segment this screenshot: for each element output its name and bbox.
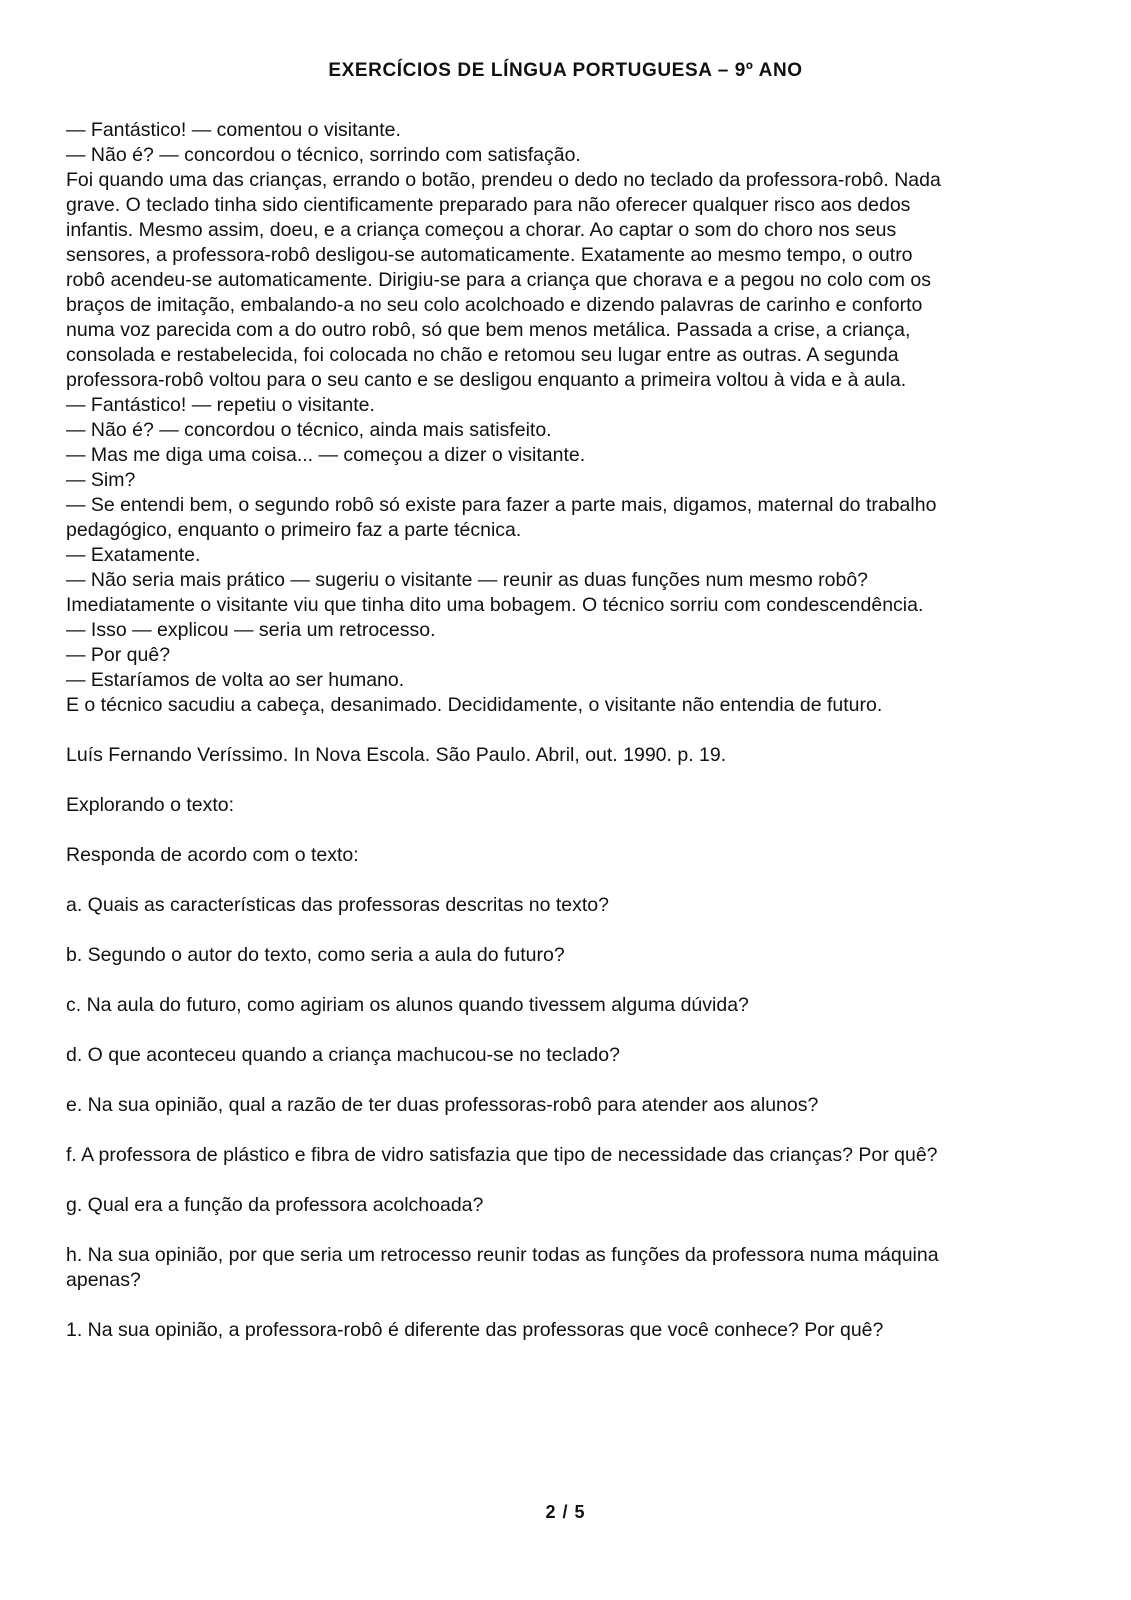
instruction: Responda de acordo com o texto: [66, 844, 359, 866]
spacer [66, 818, 1066, 843]
question-1: 1. Na sua opinião, a professora-robô é diferente das professoras que você conhece? Por quê? [66, 1319, 884, 1341]
story-line: — Fantástico! — repetiu o visitante. [66, 394, 375, 416]
story-line: E o técnico sacudiu a cabeça, desanimado. Decididamente, o visitante não entendia de futuro. [66, 694, 883, 716]
question-h: h. Na sua opinião, por que seria um retrocesso reunir todas as funções da professora numa máquina [66, 1244, 939, 1266]
spacer [66, 868, 1066, 893]
story-line: sensores, a professora-robô desligou-se automaticamente. Exatamente ao mesmo tempo, o outro [66, 244, 913, 266]
story-line: professora-robô voltou para o seu canto e se desligou enquanto a primeira voltou à vida e à aula. [66, 369, 907, 391]
page-title: EXERCÍCIOS DE LÍNGUA PORTUGUESA – 9º ANO [328, 60, 803, 81]
story-line: Foi quando uma das crianças, errando o botão, prendeu o dedo no teclado da professora-robô. Nada [66, 169, 941, 191]
spacer [66, 1218, 1066, 1243]
question-a: a. Quais as características das professoras descritas no texto? [66, 894, 610, 916]
question-h-continued: apenas? [66, 1269, 141, 1291]
spacer [66, 1018, 1066, 1043]
story-line: — Por quê? [66, 644, 171, 666]
page-number: 2 / 5 [545, 1502, 586, 1522]
story-line: — Fantástico! — comentou o visitante. [66, 119, 401, 141]
question-g: g. Qual era a função da professora acolchoada? [66, 1194, 484, 1216]
section-title: Explorando o texto: [66, 794, 235, 816]
question-c: c. Na aula do futuro, como agiriam os alunos quando tivessem alguma dúvida? [66, 994, 749, 1016]
story-line: — Isso — explicou — seria um retrocesso. [66, 619, 436, 641]
story-line: braços de imitação, embalando-a no seu colo acolchoado e dizendo palavras de carinho e conforto [66, 294, 923, 316]
spacer [66, 1293, 1066, 1318]
story-line: — Não seria mais prático — sugeriu o visitante — reunir as duas funções num mesmo robô? [66, 569, 869, 591]
story-line: pedagógico, enquanto o primeiro faz a parte técnica. [66, 519, 522, 541]
citation: Luís Fernando Veríssimo. In Nova Escola. São Paulo. Abril, out. 1990. p. 19. [66, 744, 727, 766]
document-body [66, 118, 1066, 1343]
question-e: e. Na sua opinião, qual a razão de ter duas professoras-robô para atender aos alunos? [66, 1094, 819, 1116]
question-b: b. Segundo o autor do texto, como seria a aula do futuro? [66, 944, 565, 966]
spacer [66, 918, 1066, 943]
spacer [66, 718, 1066, 743]
spacer [66, 1118, 1066, 1143]
story-line: — Não é? — concordou o técnico, sorrindo com satisfação. [66, 144, 581, 166]
story-line: — Sim? [66, 469, 136, 491]
story-line: — Estaríamos de volta ao ser humano. [66, 669, 405, 691]
story-line: — Mas me diga uma coisa... — começou a dizer o visitante. [66, 444, 586, 466]
story-line: robô acendeu-se automaticamente. Dirigiu-se para a criança que chorava e a pegou no colo com os [66, 269, 932, 291]
question-f: f. A professora de plástico e fibra de vidro satisfazia que tipo de necessidade das crianças? Por quê? [66, 1144, 938, 1166]
story-line: consolada e restabelecida, foi colocada no chão e retomou seu lugar entre as outras. A segunda [66, 344, 899, 366]
spacer [66, 768, 1066, 793]
spacer [66, 1168, 1066, 1193]
story-line: infantis. Mesmo assim, doeu, e a criança começou a chorar. Ao captar o som do choro nos seus [66, 219, 897, 241]
story-line: — Se entendi bem, o segundo robô só existe para fazer a parte mais, digamos, maternal do trabalho [66, 494, 937, 516]
spacer [66, 968, 1066, 993]
story-line: numa voz parecida com a do outro robô, só que bem menos metálica. Passada a crise, a criança, [66, 319, 911, 341]
story-line: Imediatamente o visitante viu que tinha dito uma bobagem. O técnico sorriu com condescendência. [66, 594, 924, 616]
story-line: grave. O teclado tinha sido cientificamente preparado para não oferecer qualquer risco aos dedos [66, 194, 911, 216]
story-line: — Exatamente. [66, 544, 201, 566]
story-line: — Não é? — concordou o técnico, ainda mais satisfeito. [66, 419, 552, 441]
question-d: d. O que aconteceu quando a criança machucou-se no teclado? [66, 1044, 620, 1066]
spacer [66, 1068, 1066, 1093]
